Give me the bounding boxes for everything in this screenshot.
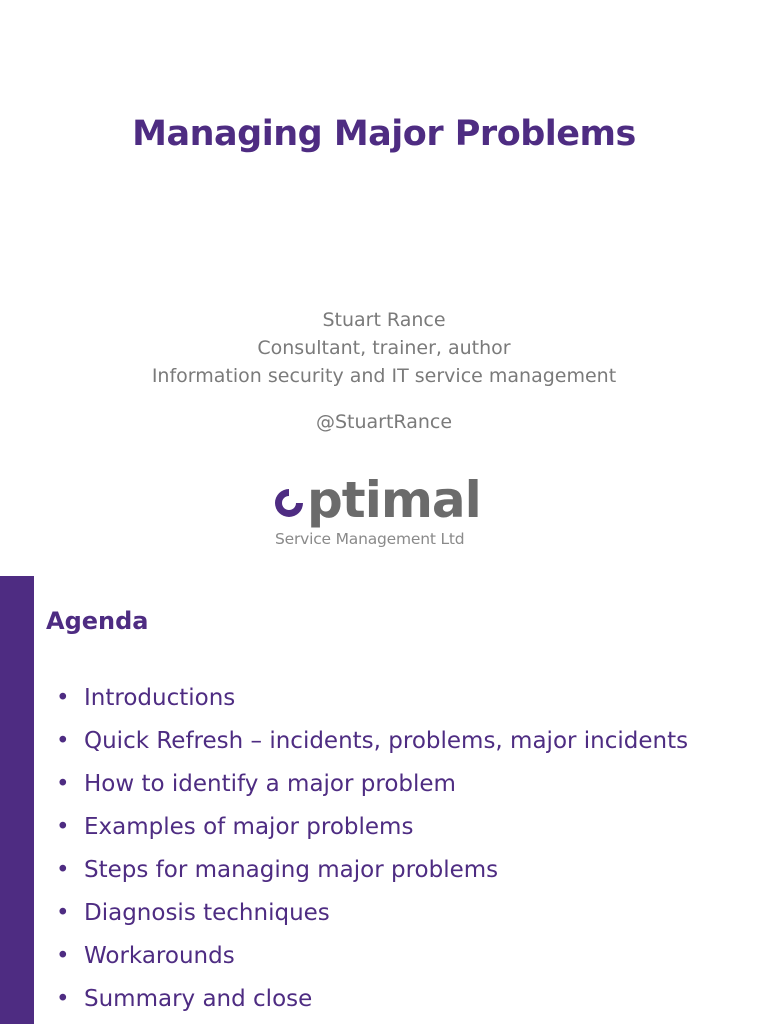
optimal-logo: [272, 471, 502, 550]
bullet-icon: •: [56, 857, 70, 883]
agenda-slide: [0, 576, 768, 1024]
agenda-item-text: How to identify a major problem: [84, 771, 456, 797]
author-handle: @StuartRance: [315, 411, 453, 433]
author-role: Consultant, trainer, author: [257, 337, 511, 359]
agenda-item-text: Introductions: [84, 685, 236, 711]
agenda-item-text: Examples of major problems: [84, 814, 414, 840]
agenda-item: [56, 938, 688, 981]
author-block: [0, 306, 768, 390]
agenda-list: [56, 680, 688, 1024]
agenda-heading: Agenda: [46, 607, 149, 635]
agenda-item: [56, 895, 688, 938]
agenda-item: [56, 723, 688, 766]
bullet-icon: •: [56, 771, 70, 797]
bullet-icon: •: [56, 986, 70, 1012]
agenda-item: [56, 981, 688, 1024]
slide-title: Managing Major Problems: [132, 114, 636, 154]
bullet-icon: •: [56, 943, 70, 969]
bullet-icon: •: [56, 728, 70, 754]
logo-wordmark: [272, 470, 481, 530]
agenda-item-text: Summary and close: [84, 986, 313, 1012]
logo-word-rest: ptimal: [307, 471, 481, 529]
agenda-item-text: Steps for managing major problems: [84, 857, 499, 883]
agenda-item-text: Workarounds: [84, 943, 235, 969]
side-accent-bar: [0, 576, 34, 1024]
agenda-item: [56, 852, 688, 895]
bullet-icon: •: [56, 900, 70, 926]
agenda-item-text: Quick Refresh – incidents, problems, major incidents: [84, 728, 689, 754]
author-name: Stuart Rance: [322, 309, 446, 331]
author-field: Information security and IT service management: [151, 365, 617, 387]
agenda-item-text: Diagnosis techniques: [84, 900, 330, 926]
logo-subtitle: Service Management Ltd: [275, 530, 465, 548]
bullet-icon: •: [56, 685, 70, 711]
agenda-item: [56, 809, 688, 852]
agenda-item: [56, 680, 688, 723]
logo-o-mark-icon: [272, 483, 306, 523]
bullet-icon: •: [56, 814, 70, 840]
agenda-item: [56, 766, 688, 809]
